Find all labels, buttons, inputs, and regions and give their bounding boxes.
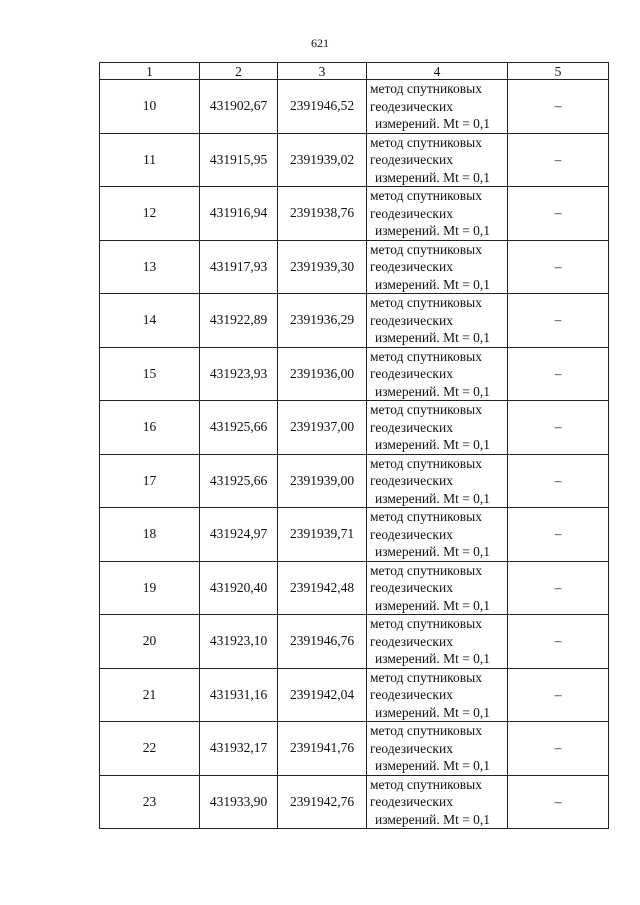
column-header: 3	[278, 63, 367, 80]
y-coordinate-cell: 2391939,30	[278, 240, 367, 294]
method-cell	[367, 240, 508, 294]
method-line: измерений. Mt = 0,1	[375, 811, 491, 827]
method-line: метод спутниковых	[370, 134, 482, 150]
method-line: измерений. Mt = 0,1	[375, 330, 491, 345]
table-row	[100, 133, 609, 187]
method-line: геодезических	[370, 740, 453, 756]
point-number-cell: 14	[100, 294, 200, 348]
method-cell	[367, 775, 508, 829]
method-line: метод спутниковых	[370, 295, 482, 310]
note-cell: –	[508, 347, 609, 401]
note-cell: –	[508, 508, 609, 562]
method-line: геодезических	[370, 526, 453, 542]
point-number-cell: 18	[100, 508, 200, 562]
x-coordinate-cell: 431917,93	[200, 240, 278, 294]
method-line: геодезических	[370, 419, 453, 435]
method-line: измерений. Mt = 0,1	[375, 758, 491, 773]
method-line: измерений. Mt = 0,1	[375, 383, 491, 399]
method-line: геодезических	[370, 633, 453, 649]
y-coordinate-cell: 2391946,52	[278, 80, 367, 134]
point-number-cell: 11	[100, 133, 200, 187]
method-line: геодезических	[370, 687, 453, 702]
point-number-cell: 19	[100, 561, 200, 615]
table-row	[100, 561, 609, 615]
method-line: измерений. Mt = 0,1	[375, 597, 491, 613]
note-cell: –	[508, 668, 609, 722]
table-row	[100, 80, 609, 134]
table-row	[100, 722, 609, 776]
method-line: геодезических	[370, 259, 453, 274]
y-coordinate-cell: 2391942,04	[278, 668, 367, 722]
method-line: геодезических	[370, 205, 453, 221]
method-line: метод спутниковых	[370, 81, 482, 96]
method-line: геодезических	[370, 580, 453, 595]
table-row	[100, 508, 609, 562]
x-coordinate-cell: 431902,67	[200, 80, 278, 134]
y-coordinate-cell: 2391937,00	[278, 401, 367, 455]
x-coordinate-cell: 431923,93	[200, 347, 278, 401]
method-line: геодезических	[370, 473, 453, 488]
method-line: геодезических	[370, 152, 453, 167]
method-line: измерений. Mt = 0,1	[375, 223, 491, 238]
method-line: метод спутниковых	[370, 455, 482, 471]
note-cell: –	[508, 722, 609, 776]
column-header: 1	[100, 63, 200, 80]
method-line: измерений. Mt = 0,1	[375, 490, 491, 506]
x-coordinate-cell: 431920,40	[200, 561, 278, 615]
note-cell: –	[508, 775, 609, 829]
point-number-cell: 10	[100, 80, 200, 134]
point-number-cell: 17	[100, 454, 200, 508]
method-line: геодезических	[370, 312, 453, 328]
table-row	[100, 775, 609, 829]
method-line: метод спутниковых	[370, 616, 482, 631]
note-cell: –	[508, 561, 609, 615]
method-line: геодезических	[370, 794, 453, 809]
method-cell	[367, 668, 508, 722]
point-number-cell: 20	[100, 615, 200, 669]
note-cell: –	[508, 454, 609, 508]
point-number-cell: 16	[100, 401, 200, 455]
x-coordinate-cell: 431922,89	[200, 294, 278, 348]
table-row	[100, 347, 609, 401]
note-cell: –	[508, 80, 609, 134]
point-number-cell: 23	[100, 775, 200, 829]
note-cell: –	[508, 133, 609, 187]
method-line: метод спутниковых	[370, 669, 482, 685]
method-line: измерений. Mt = 0,1	[375, 544, 491, 559]
y-coordinate-cell: 2391941,76	[278, 722, 367, 776]
method-cell	[367, 561, 508, 615]
y-coordinate-cell: 2391938,76	[278, 187, 367, 241]
method-line: измерений. Mt = 0,1	[375, 651, 491, 666]
method-line: метод спутниковых	[370, 402, 482, 417]
note-cell: –	[508, 294, 609, 348]
x-coordinate-cell: 431931,16	[200, 668, 278, 722]
y-coordinate-cell: 2391936,00	[278, 347, 367, 401]
method-line: метод спутниковых	[370, 509, 482, 524]
page-number: 621	[311, 36, 329, 50]
x-coordinate-cell: 431924,97	[200, 508, 278, 562]
x-coordinate-cell: 431925,66	[200, 454, 278, 508]
method-cell	[367, 347, 508, 401]
y-coordinate-cell: 2391946,76	[278, 615, 367, 669]
method-line: измерений. Mt = 0,1	[375, 169, 491, 185]
method-cell	[367, 454, 508, 508]
method-cell	[367, 615, 508, 669]
table-row	[100, 240, 609, 294]
table-header	[100, 63, 609, 80]
method-cell	[367, 294, 508, 348]
y-coordinate-cell: 2391936,29	[278, 294, 367, 348]
point-number-cell: 15	[100, 347, 200, 401]
column-header: 5	[508, 63, 609, 80]
x-coordinate-cell: 431925,66	[200, 401, 278, 455]
point-number-cell: 13	[100, 240, 200, 294]
table-row	[100, 615, 609, 669]
point-number-cell: 12	[100, 187, 200, 241]
note-cell: –	[508, 240, 609, 294]
column-header: 2	[200, 63, 278, 80]
x-coordinate-cell: 431916,94	[200, 187, 278, 241]
note-cell: –	[508, 187, 609, 241]
method-line: измерений. Mt = 0,1	[375, 704, 491, 720]
method-line: метод спутниковых	[370, 188, 482, 203]
table-body	[100, 80, 609, 829]
method-line: геодезических	[370, 366, 453, 381]
y-coordinate-cell: 2391939,02	[278, 133, 367, 187]
header-row	[100, 63, 609, 80]
method-line: метод спутниковых	[370, 723, 482, 738]
table-row	[100, 294, 609, 348]
table-row	[100, 187, 609, 241]
coordinates-table	[99, 62, 609, 829]
method-cell	[367, 133, 508, 187]
x-coordinate-cell: 431932,17	[200, 722, 278, 776]
method-line: метод спутниковых	[370, 776, 482, 792]
x-coordinate-cell: 431915,95	[200, 133, 278, 187]
note-cell: –	[508, 401, 609, 455]
table-row	[100, 454, 609, 508]
point-number-cell: 22	[100, 722, 200, 776]
method-cell	[367, 722, 508, 776]
method-line: метод спутниковых	[370, 348, 482, 364]
method-line: метод спутниковых	[370, 562, 482, 578]
method-line: измерений. Mt = 0,1	[375, 276, 491, 292]
method-line: измерений. Mt = 0,1	[375, 437, 491, 452]
table-row	[100, 668, 609, 722]
method-cell	[367, 508, 508, 562]
column-header: 4	[367, 63, 508, 80]
note-cell: –	[508, 615, 609, 669]
method-line: измерений. Mt = 0,1	[375, 116, 491, 131]
method-line: геодезических	[370, 98, 453, 114]
x-coordinate-cell: 431933,90	[200, 775, 278, 829]
y-coordinate-cell: 2391939,00	[278, 454, 367, 508]
point-number-cell: 21	[100, 668, 200, 722]
method-cell	[367, 401, 508, 455]
method-cell	[367, 187, 508, 241]
method-line: метод спутниковых	[370, 241, 482, 257]
y-coordinate-cell: 2391942,76	[278, 775, 367, 829]
y-coordinate-cell: 2391942,48	[278, 561, 367, 615]
table-row	[100, 401, 609, 455]
x-coordinate-cell: 431923,10	[200, 615, 278, 669]
method-cell	[367, 80, 508, 134]
y-coordinate-cell: 2391939,71	[278, 508, 367, 562]
